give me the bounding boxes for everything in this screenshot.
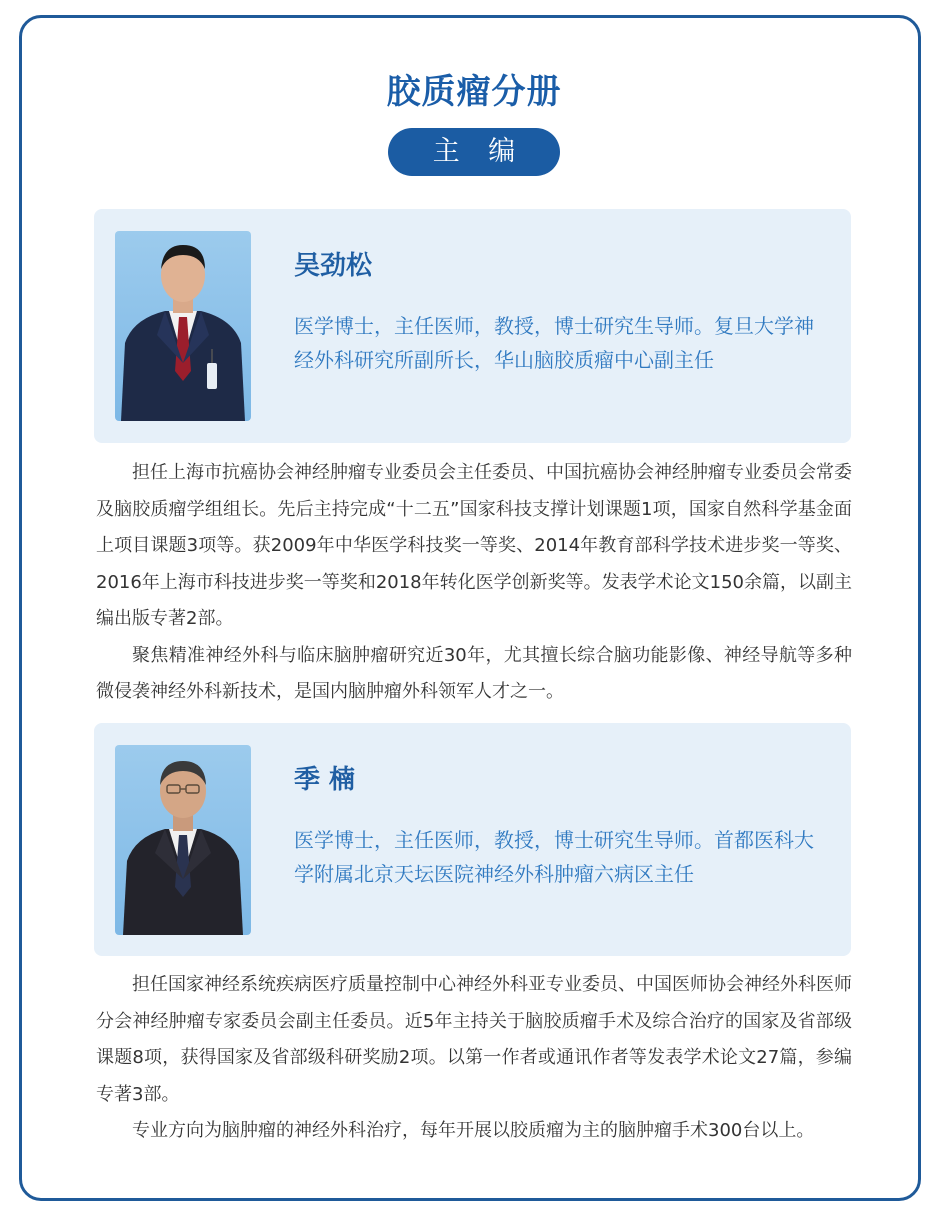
bio-paragraph: 担任上海市抗癌协会神经肿瘤专业委员会主任委员、中国抗癌协会神经肿瘤专业委员会常委及脑胶质瘤学组组长。先后主持完成“十二五”国家科技支撑计划课题1项，国家自然科学基金面上项目课题3项等。获2009年中华医学科技奖一等奖、2014年教育部科学技术进步奖一等奖、2016年上海市科技进步奖一等奖和2018年转化医学创新奖等。发表学术论文150余篇，以副主编出版专著2部。 <box>96 462 852 629</box>
portrait-icon <box>115 745 251 935</box>
editor-photo-2 <box>115 745 251 935</box>
editor-intro: 医学博士，主任医师，教授，博士研究生导师。复旦大学神经外科研究所副所长，华山脑胶质瘤中心副主任 <box>294 314 814 372</box>
editor-card-1 <box>94 209 851 443</box>
editor-intro: 医学博士，主任医师，教授，博士研究生导师。首都医科大学附属北京天坛医院神经外科肿瘤六病区主任 <box>294 828 814 886</box>
bio-paragraph: 专业方向为脑肿瘤的神经外科治疗，每年开展以胶质瘤为主的脑肿瘤手术300台以上。 <box>132 1120 815 1141</box>
editor-bio-2 <box>96 967 852 1150</box>
editor-bio-1 <box>96 455 852 711</box>
editor-name: 季 楠 <box>294 765 356 795</box>
editor-photo-1 <box>115 231 251 421</box>
role-badge: 主 编 <box>388 128 560 176</box>
portrait-icon <box>115 231 251 421</box>
editor-name: 吴劲松 <box>294 251 373 281</box>
page-title: 胶质瘤分册 <box>386 72 562 112</box>
bio-paragraph: 担任国家神经系统疾病医疗质量控制中心神经外科亚专业委员、中国医师协会神经外科医师分会神经肿瘤专家委员会副主任委员。近5年主持关于脑胶质瘤手术及综合治疗的国家及省部级课题8项，获得国家及省部级科研奖励2项。以第一作者或通讯作者等发表学术论文27篇，参编专著3部。 <box>96 974 852 1105</box>
editor-card-2 <box>94 723 851 956</box>
bio-paragraph: 聚焦精准神经外科与临床脑肿瘤研究近30年，尤其擅长综合脑功能影像、神经导航等多种微侵袭神经外科新技术，是国内脑肿瘤外科领军人才之一。 <box>96 644 852 702</box>
